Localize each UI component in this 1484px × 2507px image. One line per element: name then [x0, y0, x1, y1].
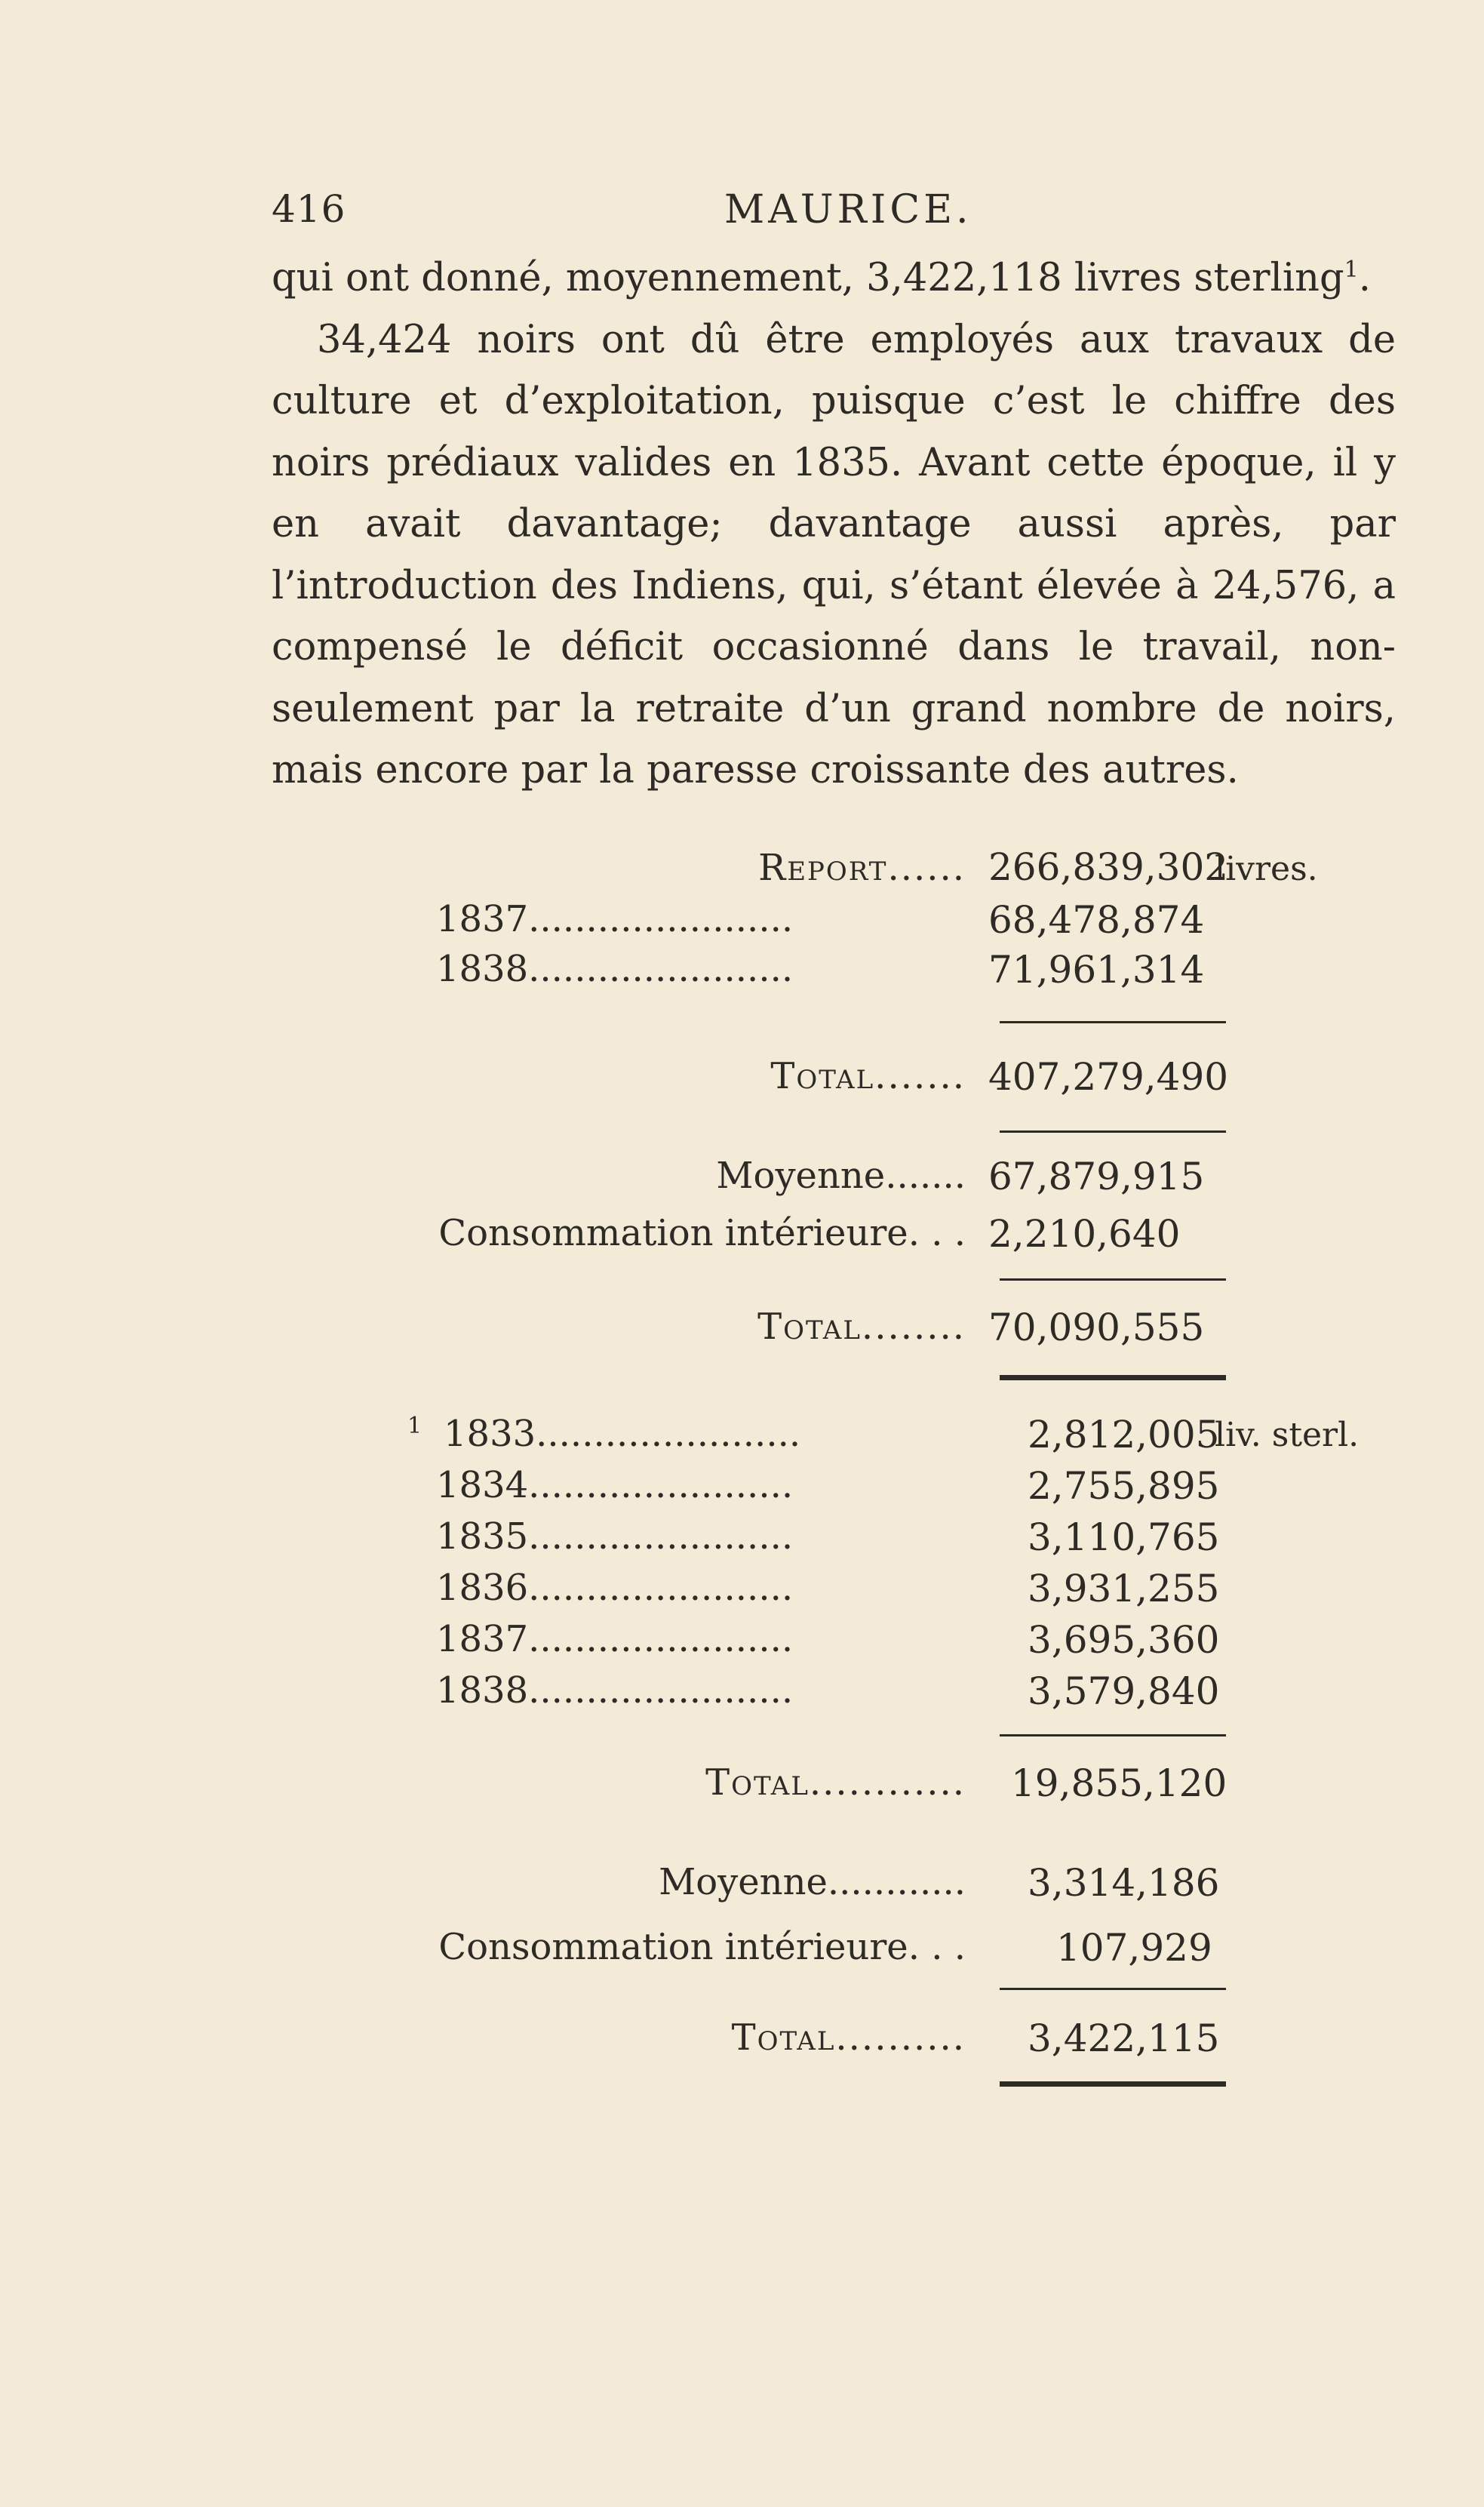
page-number: 416: [272, 187, 346, 231]
fn-row-value: 3,931,255: [1028, 1567, 1220, 1610]
fn-total-label: Total............: [705, 1761, 966, 1804]
total2-label: Total........: [757, 1306, 966, 1348]
row-1837-label: 1837.......................: [436, 898, 794, 940]
consommation-value: 2,210,640: [988, 1212, 1181, 1256]
paragraph-1-end: .: [1358, 256, 1371, 300]
fn-row-label: 1836.......................: [436, 1567, 794, 1609]
fn-consommation-value: 107,929: [1056, 1926, 1212, 1970]
total-value: 407,279,490: [988, 1055, 1229, 1099]
fn-total2-value: 3,422,115: [1028, 2016, 1220, 2060]
fn-moyenne-label: Moyenne............: [659, 1861, 966, 1903]
total-label: Total.......: [770, 1055, 966, 1097]
paragraph-1-text: qui ont donné, moyennement, 3,422,118 livres sterling: [272, 256, 1344, 300]
row-1837-value: 68,478,874: [988, 898, 1205, 942]
double-rule: [1000, 2081, 1226, 2087]
footnote-reference: 1: [1344, 257, 1359, 283]
fn-row-value: 3,695,360: [1028, 1618, 1220, 1662]
row-1838-value: 71,961,314: [988, 948, 1205, 992]
paragraph-2: 34,424 noirs ont dû être employés aux travaux de culture et d’exploitation, puisque c’est le chiffre des noirs prédiaux valides en 1835. Avant cette époque, il y en avait davantage; davantage aussi après, par l’introduction des Indiens, qui, s’étant élevée à 24,576, a compensé le déficit occasionné dans le travail, non-seulement par la retraite d’un grand nombre de noirs, mais encore par la paresse croissante des autres.: [272, 317, 1396, 792]
total2-value: 70,090,555: [988, 1306, 1205, 1349]
fn-total2-label: Total..........: [731, 2016, 966, 2059]
fn-consommation-label: Consommation intérieure. . .: [438, 1926, 966, 1968]
footnote-marker: 1: [407, 1413, 422, 1439]
fn-row-label: 1838.......................: [436, 1669, 794, 1712]
report-label: Report......: [758, 847, 966, 889]
report-value: 266,839,302: [988, 845, 1229, 889]
fn-row-label: 1834.......................: [436, 1464, 794, 1506]
fn-row-value: 2,812,005: [1028, 1413, 1220, 1457]
fn-row-unit: liv. sterl.: [1215, 1416, 1360, 1454]
report-unit: livres.: [1215, 850, 1318, 888]
running-title: MAURICE.: [724, 187, 972, 232]
moyenne-label: Moyenne.......: [716, 1155, 966, 1197]
fn-row-label: 1833.......................: [444, 1413, 801, 1455]
fn-moyenne-value: 3,314,186: [1028, 1861, 1220, 1905]
consommation-label: Consommation intérieure. . .: [438, 1212, 966, 1254]
rule: [1000, 1734, 1226, 1736]
fn-total-value: 19,855,120: [1011, 1761, 1227, 1805]
fn-row-value: 3,579,840: [1028, 1669, 1220, 1713]
moyenne-value: 67,879,915: [988, 1155, 1205, 1198]
fn-row-value: 2,755,895: [1028, 1464, 1220, 1508]
fn-row-value: 3,110,765: [1028, 1515, 1220, 1559]
row-1838-label: 1838.......................: [436, 948, 794, 990]
rule: [1000, 1988, 1226, 1990]
fn-row-label: 1835.......................: [436, 1515, 794, 1558]
fn-row-label: 1837.......................: [436, 1618, 794, 1660]
